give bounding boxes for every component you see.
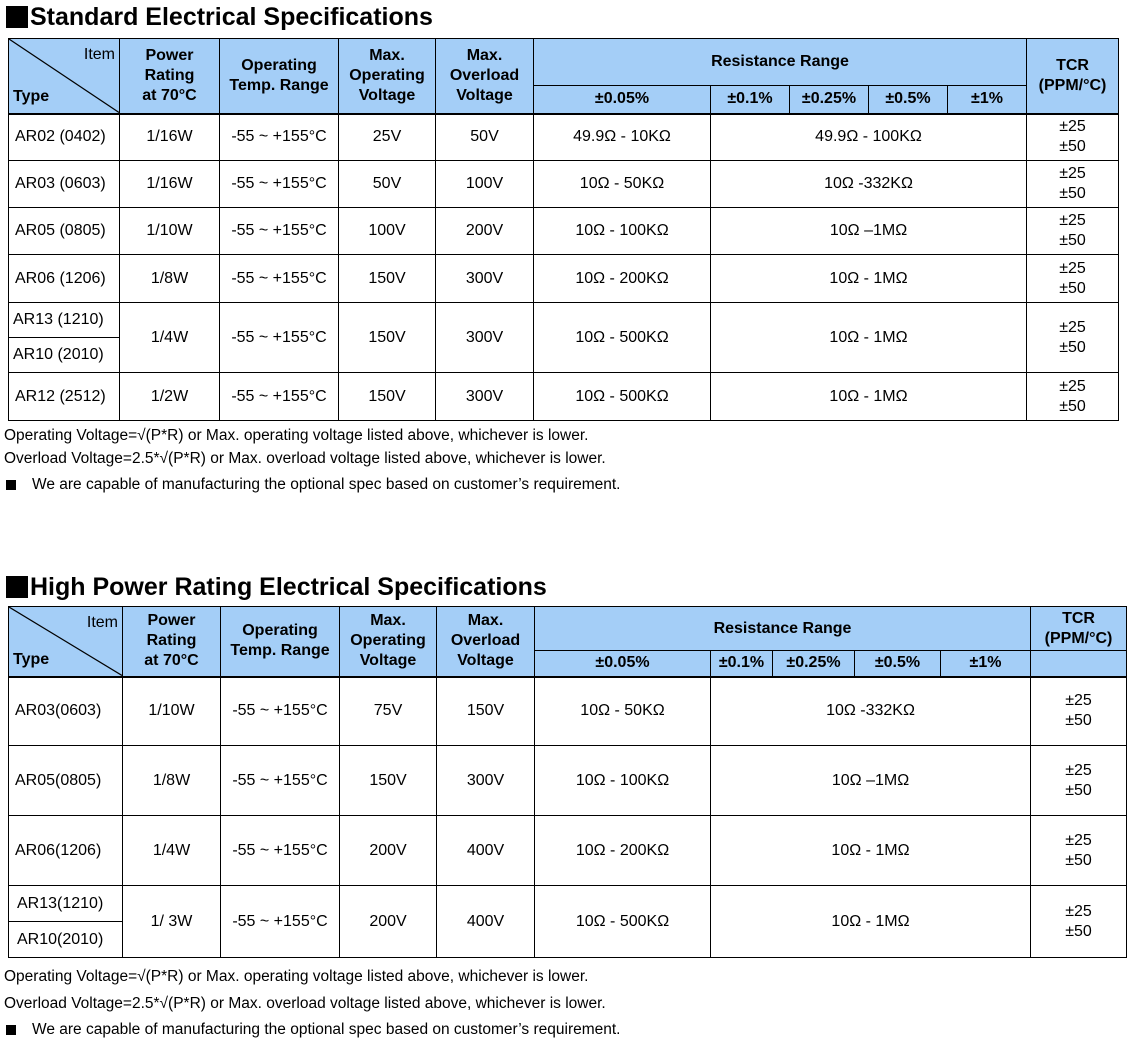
note-capability-text: We are capable of manufacturing the optional spec based on customer’s requirement. (32, 1021, 621, 1038)
table-row (9, 208, 1119, 255)
cell-op-voltage: 150V (339, 303, 436, 373)
cell-power: 1/8W (120, 255, 220, 303)
cell-power: 1/16W (120, 114, 220, 161)
cell-type: AR13 (1210) (13, 311, 104, 328)
cell-type: AR06(1206) (9, 816, 123, 886)
section-title-high-power (6, 573, 547, 601)
cell-temp: -55 ~ +155°C (221, 816, 340, 886)
cell-range-005: 49.9Ω - 10KΩ (534, 114, 711, 161)
header-type-label: Type (13, 650, 50, 668)
note-capability (4, 476, 621, 494)
cell-type-split (9, 886, 123, 958)
header-max-op-voltage: Max. Operating Voltage (340, 607, 437, 677)
cell-range-other: 10Ω -332KΩ (711, 677, 1031, 746)
cell-type: AR05 (0805) (9, 208, 120, 255)
bullet-square-icon (6, 480, 16, 490)
cell-overload-voltage: 100V (436, 161, 534, 208)
header-tol-0-25: ±0.25% (790, 86, 869, 114)
cell-tcr: ±25 ±50 (1031, 886, 1127, 958)
cell-tcr: ±25 ±50 (1027, 161, 1119, 208)
cell-type: AR06 (1206) (9, 255, 120, 303)
note-capability-text: We are capable of manufacturing the optional spec based on customer’s requirement. (32, 476, 621, 493)
standard-spec-table (8, 38, 1119, 421)
header-tcr: TCR (PPM/°C) (1031, 607, 1127, 651)
cell-range-005: 10Ω - 50KΩ (535, 677, 711, 746)
header-type-label: Type (13, 87, 50, 105)
cell-type: AR12 (2512) (9, 373, 120, 421)
cell-range-other: 10Ω -332KΩ (711, 161, 1027, 208)
cell-overload-voltage: 400V (437, 816, 535, 886)
section-title-text: High Power Rating Electrical Specifications (30, 573, 547, 601)
cell-range-005: 10Ω - 500KΩ (534, 373, 711, 421)
cell-range-005: 10Ω - 500KΩ (535, 886, 711, 958)
header-item-type (9, 39, 120, 114)
table-row (9, 886, 1127, 958)
cell-temp: -55 ~ +155°C (220, 114, 339, 161)
cell-temp: -55 ~ +155°C (221, 677, 340, 746)
cell-range-other: 10Ω - 1MΩ (711, 303, 1027, 373)
cell-op-voltage: 50V (339, 161, 436, 208)
black-square-icon (6, 576, 28, 598)
cell-overload-voltage: 50V (436, 114, 534, 161)
cell-overload-voltage: 200V (436, 208, 534, 255)
cell-tcr: ±25 ±50 (1027, 208, 1119, 255)
cell-overload-voltage: 300V (436, 373, 534, 421)
cell-type: AR10 (2010) (9, 337, 119, 372)
header-tol-0-5: ±0.5% (855, 651, 941, 677)
cell-overload-voltage: 150V (437, 677, 535, 746)
header-item-label: Item (86, 614, 118, 631)
cell-temp: -55 ~ +155°C (221, 746, 340, 816)
cell-type: AR13(1210) (17, 894, 104, 912)
cell-temp: -55 ~ +155°C (220, 161, 339, 208)
note-overload-voltage: Overload Voltage=2.5*√(P*R) or Max. overload voltage listed above, whichever is lower. (4, 450, 606, 467)
cell-range-other: 10Ω –1MΩ (711, 208, 1027, 255)
table-row (9, 373, 1119, 421)
cell-type: AR05(0805) (9, 746, 123, 816)
note-operating-voltage: Operating Voltage=√(P*R) or Max. operating voltage listed above, whichever is lower. (4, 427, 589, 444)
header-max-overload-voltage: Max. Overload Voltage (436, 39, 534, 114)
cell-power: 1/16W (120, 161, 220, 208)
header-temp: Operating Temp. Range (220, 39, 339, 114)
black-square-icon (6, 6, 28, 28)
header-tol-0-05: ±0.05% (534, 86, 711, 114)
header-tol-1: ±1% (941, 651, 1031, 677)
cell-tcr: ±25 ±50 (1031, 677, 1127, 746)
cell-power: 1/10W (120, 208, 220, 255)
cell-op-voltage: 75V (340, 677, 437, 746)
cell-power: 1/2W (120, 373, 220, 421)
cell-range-005: 10Ω - 500KΩ (534, 303, 711, 373)
cell-tcr: ±25 ±50 (1027, 114, 1119, 161)
cell-range-other: 10Ω - 1MΩ (711, 816, 1031, 886)
cell-overload-voltage: 300V (436, 303, 534, 373)
cell-tcr: ±25 ±50 (1027, 255, 1119, 303)
table-row (9, 677, 1127, 746)
cell-type: AR03(0603) (9, 677, 123, 746)
cell-tcr: ±25 ±50 (1027, 373, 1119, 421)
cell-op-voltage: 200V (340, 886, 437, 958)
cell-type-split (9, 303, 120, 373)
cell-range-other: 10Ω - 1MΩ (711, 373, 1027, 421)
table-row (9, 303, 1119, 373)
table-row (9, 114, 1119, 161)
cell-tcr: ±25 ±50 (1027, 303, 1119, 373)
cell-op-voltage: 200V (340, 816, 437, 886)
header-power: Power Rating at 70°C (120, 39, 220, 114)
header-tol-0-1: ±0.1% (711, 86, 790, 114)
cell-power: 1/4W (123, 816, 221, 886)
table-row (9, 816, 1127, 886)
cell-type: AR10(2010) (9, 921, 122, 957)
cell-op-voltage: 25V (339, 114, 436, 161)
header-item-type (9, 607, 123, 677)
cell-op-voltage: 150V (340, 746, 437, 816)
table-row (9, 161, 1119, 208)
high-power-spec-table (8, 606, 1127, 958)
cell-range-005: 10Ω - 200KΩ (535, 816, 711, 886)
cell-temp: -55 ~ +155°C (221, 886, 340, 958)
header-tol-0-5: ±0.5% (869, 86, 948, 114)
cell-op-voltage: 100V (339, 208, 436, 255)
cell-range-other: 10Ω - 1MΩ (711, 886, 1031, 958)
cell-range-005: 10Ω - 100KΩ (535, 746, 711, 816)
header-resistance-range: Resistance Range (534, 39, 1027, 86)
section-title-standard (6, 3, 433, 31)
header-item-label: Item (83, 46, 115, 63)
cell-tcr: ±25 ±50 (1031, 816, 1127, 886)
cell-range-other: 10Ω –1MΩ (711, 746, 1031, 816)
cell-temp: -55 ~ +155°C (220, 373, 339, 421)
header-power: Power Rating at 70°C (123, 607, 221, 677)
header-tcr: TCR (PPM/°C) (1027, 39, 1119, 114)
cell-overload-voltage: 300V (436, 255, 534, 303)
note-operating-voltage: Operating Voltage=√(P*R) or Max. operating voltage listed above, whichever is lower. (4, 968, 589, 985)
cell-type: AR02 (0402) (9, 114, 120, 161)
table-row (9, 255, 1119, 303)
cell-power: 1/4W (120, 303, 220, 373)
header-tol-0-25: ±0.25% (773, 651, 855, 677)
bullet-square-icon (6, 1025, 16, 1035)
cell-power: 1/8W (123, 746, 221, 816)
cell-type: AR03 (0603) (9, 161, 120, 208)
cell-range-005: 10Ω - 200KΩ (534, 255, 711, 303)
header-max-op-voltage: Max. Operating Voltage (339, 39, 436, 114)
cell-op-voltage: 150V (339, 373, 436, 421)
cell-overload-voltage: 400V (437, 886, 535, 958)
header-tcr-blank (1031, 651, 1127, 677)
cell-range-other: 49.9Ω - 100KΩ (711, 114, 1027, 161)
cell-temp: -55 ~ +155°C (220, 208, 339, 255)
section-title-text: Standard Electrical Specifications (30, 3, 433, 31)
header-tol-1: ±1% (948, 86, 1027, 114)
cell-temp: -55 ~ +155°C (220, 303, 339, 373)
cell-overload-voltage: 300V (437, 746, 535, 816)
cell-power: 1/10W (123, 677, 221, 746)
header-tol-0-05: ±0.05% (535, 651, 711, 677)
table-row (9, 746, 1127, 816)
header-max-overload-voltage: Max. Overload Voltage (437, 607, 535, 677)
cell-power: 1/ 3W (123, 886, 221, 958)
header-resistance-range: Resistance Range (535, 607, 1031, 651)
cell-temp: -55 ~ +155°C (220, 255, 339, 303)
header-tol-0-1: ±0.1% (711, 651, 773, 677)
header-temp: Operating Temp. Range (221, 607, 340, 677)
cell-range-005: 10Ω - 100KΩ (534, 208, 711, 255)
cell-tcr: ±25 ±50 (1031, 746, 1127, 816)
note-overload-voltage: Overload Voltage=2.5*√(P*R) or Max. overload voltage listed above, whichever is lower. (4, 995, 606, 1012)
cell-range-005: 10Ω - 50KΩ (534, 161, 711, 208)
cell-range-other: 10Ω - 1MΩ (711, 255, 1027, 303)
note-capability (4, 1021, 621, 1039)
cell-op-voltage: 150V (339, 255, 436, 303)
